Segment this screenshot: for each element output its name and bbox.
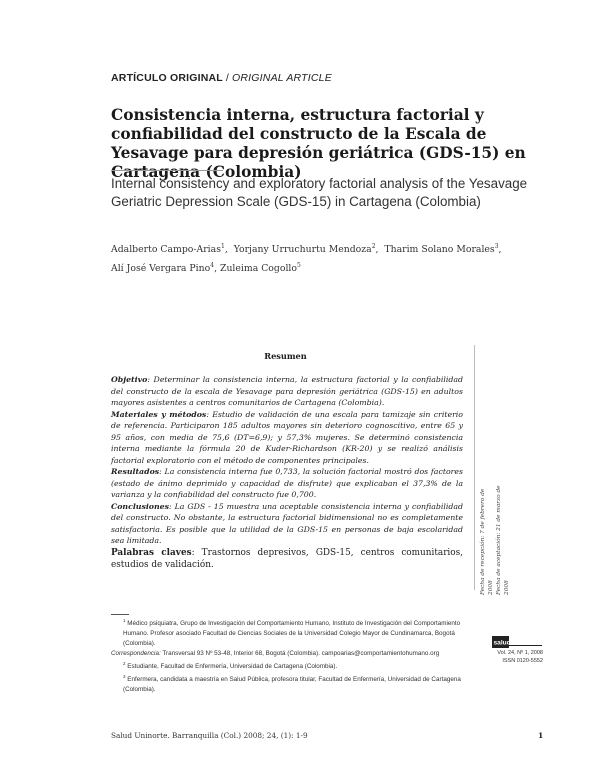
logo-wordmark: salud uninorte [493, 639, 539, 647]
footnotes [111, 616, 471, 695]
abstract-objective [111, 374, 463, 409]
author-name: Tharim Solano Morales [384, 244, 495, 256]
footnote-text: Médico psiquiatra, Grupo de Investigación del Comportamiento Humano, Instituto de Investigación del Comportamiento Humano. Profesor asociado Facultad de Ciencias Sociales de la Universidad Colegio Mayor de Cundinamarca, Bogotá (Colombia). [123, 620, 461, 648]
article-type-separator: / [225, 72, 230, 84]
submission-dates [479, 475, 510, 595]
abstract-conclusions [111, 501, 463, 547]
footnote-mark: 1 [123, 618, 126, 623]
footnote-mark: 2 [123, 661, 126, 667]
author-list: Adalberto Campo-Arias$^1$, Yorjany Urruchurtu Mendoza$^2$, Tharim Solano Morales$^3$, Alí José Vergara Pino$^4$, Zuleima Cogollo$^5$ [111, 243, 502, 275]
article-type-header [111, 72, 332, 84]
author-name: Zuleima Cogollo [219, 263, 297, 275]
keywords-text: : Trastornos depresivos, GDS-15, centros comunitarios, estudios de validación. [111, 547, 463, 570]
margin-divider [474, 345, 475, 590]
date-received: Fecha de recepción: 7 de febrero de 2008 [480, 488, 494, 595]
author-affiliation-mark: 3 [494, 243, 499, 250]
abstract-label: Resultados [111, 467, 160, 476]
author-affiliation-mark: 1 [220, 243, 225, 250]
correspondence-text: Transversal 93 Nº 53-48, Interior 68, Bogotá (Colombia). campoarias@comportamientohumano.org [160, 650, 440, 658]
author-name: Adalberto Campo-Arias [111, 244, 221, 256]
page-number: 1 [538, 731, 544, 740]
author-affiliation-mark: 2 [371, 243, 376, 250]
keywords-label: Palabras claves [111, 547, 192, 558]
abstract-label: Materiales y métodos [111, 409, 207, 419]
footnote-rule [111, 614, 129, 615]
author-name: Yorjany Urruchurtu Mendoza [233, 244, 372, 256]
title-spanish: Consistencia interna, estructura factorial y confiabilidad del constructo de la Escala de Yesavage para depresión geriátrica (GDS-15) en Cartagena (Colombia) [111, 106, 526, 181]
journal-meta [483, 650, 543, 665]
footnote-1 [111, 616, 471, 649]
footnote-text: Estudiante, Facultad de Enfermería, Universidad de Cartagena (Colombia). [127, 663, 338, 671]
footnote-2 [111, 659, 471, 672]
abstract-results-text: : La consistencia interna fue 0,733, la solución factorial mostró dos factores (estado de ánimo deprimido y capacidad de disfrute) que explicaban el 37,3% de la varianza y la confiabilidad del constructo fue 0,700. [111, 467, 463, 499]
abstract-objective-text: : Determinar la consistencia interna, la estructura factorial y la confiabilidad del constructo de la escala de Yesavage para depresión geriátrica (GDS-15) en adultos mayores asistentes a centros comunitarios de Cartagena (Colombia). [111, 375, 463, 407]
date-accepted: Fecha de aceptación: 21 de marzo de 2008 [496, 485, 510, 595]
abstract-body [111, 374, 463, 571]
title-english: Internal consistency and exploratory factorial analysis of the Yesavage Geriatric Depression Scale (GDS-15) in Cartagena (Colombia) [111, 176, 528, 209]
footnote-3 [111, 672, 471, 695]
title-divider [111, 170, 223, 171]
article-type-en: ORIGINAL ARTICLE [232, 72, 332, 84]
footnote-text: Enfermera, candidata a maestría en Salud Pública, profesora titular, Facultad de Enfermería, Universidad de Cartagena (Colombia). [123, 676, 461, 694]
journal-logo [492, 636, 542, 648]
article-type-es: ARTÍCULO ORIGINAL [111, 72, 223, 84]
abstract-methods [111, 409, 463, 467]
correspondence-label: Correspondencia: [111, 650, 161, 658]
author-affiliation-mark: 4 [210, 262, 215, 270]
footnote-correspondence [111, 649, 471, 659]
abstract-methods-text: : Estudio de validación de una escala para tamizaje sin criterio de referencia. Participaron 185 adultos mayores sin deterioro cognoscitivo, entre 65 y 95 años, con media de 75,6 (DT=6,9); y 57,3% mujeres. Se determinó consistencia interna mediante la fórmula 20 de Kuder-Richardson (KR-20) y se realizó análisis factorial exploratorio con el método de componentes principales. [111, 409, 463, 465]
journal-issn: ISSN 0120-5552 [502, 657, 543, 664]
footer-citation: Salud Uninorte. Barranquilla (Col.) 2008; 24, (1): 1-9 [111, 731, 308, 740]
author-name: Alí José Vergara Pino [111, 263, 211, 275]
abstract-heading: Resumen [264, 351, 307, 361]
abstract-results [111, 466, 463, 501]
abstract-label: Objetivo [111, 375, 148, 384]
author-affiliation-mark: 5 [297, 262, 301, 270]
abstract-label: Conclusiones [111, 501, 170, 511]
footnote-mark: 3 [123, 674, 126, 680]
abstract-conclusions-text: : La GDS - 15 muestra una aceptable consistencia interna y confiabilidad del constructo. No obstante, la estructura factorial bidimensional no es completamente satisfactoria. Es posible que la utilidad de la GDS-15 en personas de baja escolaridad sea limitada. [111, 501, 463, 545]
abstract-keywords [111, 547, 463, 571]
journal-volume: Vol. 24, Nº 1, 2008 [497, 650, 543, 656]
